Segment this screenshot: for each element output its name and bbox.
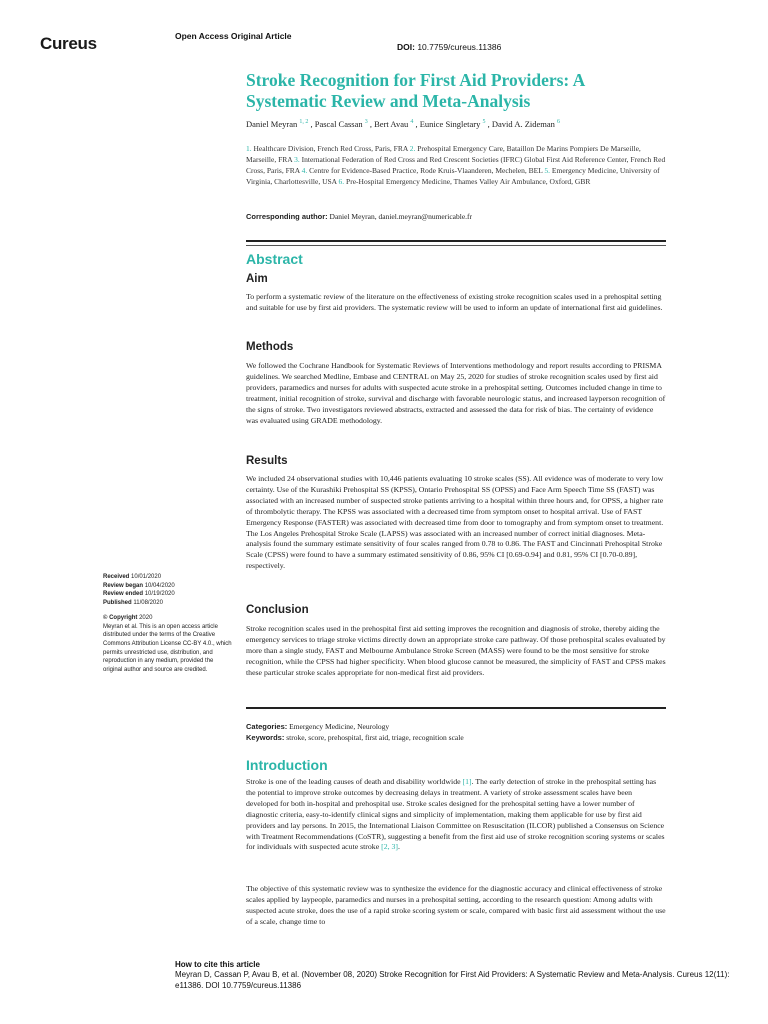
- author-affil-ref: 5: [482, 119, 486, 126]
- divider: [246, 240, 666, 242]
- copyright-year: 2020: [139, 614, 153, 621]
- article-history-sidebar: [103, 573, 233, 675]
- reference-link[interactable]: [2, 3]: [381, 842, 399, 852]
- published-date: [103, 599, 233, 608]
- reference-link[interactable]: [1]: [462, 777, 472, 786]
- copyright-label: © Copyright: [103, 614, 138, 621]
- review-began-value: 10/04/2020: [144, 582, 175, 589]
- affil-num: 5.: [544, 166, 551, 175]
- affil-text: Emergency Medicine, University of Virginia, Charlottesville, USA: [246, 166, 660, 186]
- categories-label: Categories:: [246, 722, 288, 731]
- author-name: David A. Zideman: [491, 119, 555, 129]
- review-began-label: Review began: [103, 582, 144, 589]
- author-name: Pascal Cassan: [314, 119, 363, 129]
- copyright: [103, 614, 233, 623]
- introduction-heading: Introduction: [246, 757, 328, 773]
- citation-text: Meyran D, Cassan P, Avau B, et al. (November 08, 2020) Stroke Recognition for First Aid Providers: A Systematic Review and Meta-Analysis. Cureus 12(11): e11386. DOI 10.7759/cureus.11386: [175, 970, 730, 990]
- keywords-line: [246, 733, 666, 744]
- corresponding-contact[interactable]: Daniel Meyran, daniel.meyran@numericable.fr: [329, 212, 473, 221]
- intro-paragraph-1: [246, 777, 666, 853]
- intro-text: Stroke is one of the leading causes of death and disability worldwide: [246, 777, 463, 786]
- keywords-label: Keywords:: [246, 732, 285, 742]
- methods-text: We followed the Cochrane Handbook for Systematic Reviews of Interventions methodology and report results according to PRISMA guidelines. We searched Medline, Embase and CENTRAL on May 25, 2020 for studies of stroke recognition scales used by first aid providers, paramedics and nurses for adults with suspected acute stroke in a prehospital setting. Outcomes included change in time to treatment, initial recognition of stroke, survival and discharge with favorable neurologic status, and increased layperson recognition of the signs of stroke. Two investigators reviewed abstracts, extracted and assessed the data for risk of bias. The certainty of evidence was evaluated using GRADE methodology.: [246, 361, 666, 425]
- doi-label: DOI:: [397, 42, 415, 52]
- affiliations: [246, 143, 666, 187]
- affil-text: Centre for Evidence-Based Practice, Rode Kruis-Vlaanderen, Mechelen, BEL: [309, 166, 543, 175]
- review-ended-date: [103, 590, 233, 599]
- methods-heading: Methods: [246, 341, 294, 353]
- categories-value[interactable]: Emergency Medicine, Neurology: [289, 722, 390, 731]
- author-affil-ref: 3: [364, 119, 368, 126]
- abstract-heading: Abstract: [246, 251, 303, 267]
- categories-line: [246, 722, 666, 733]
- author[interactable]: [246, 119, 308, 129]
- author-name: Daniel Meyran: [246, 119, 298, 129]
- doi-value[interactable]: 10.7759/cureus.11386: [417, 42, 502, 52]
- results-heading: Results: [246, 455, 288, 467]
- categories-keywords: [246, 722, 666, 743]
- received-label: Received: [103, 574, 130, 580]
- author[interactable]: [315, 119, 368, 129]
- intro-paragraph-2: The objective of this systematic review was to synthesize the evidence for the diagnostic accuracy and clinical effectiveness of stroke scales applied by laypeople, paramedics and nurses in a prehospital setting, according to the research question: Among adults with suspected acute stroke, does the use of a rapid stroke scoring system or scale, compared with basic first aid assessment without the use of a scale, change time to: [246, 884, 666, 926]
- author-list: Daniel Meyran $^{1, 2}$ , Pascal Cassan $^3$ , Bert Avau $^4$ , Eunice Singletary $^5$ , David A. Zideman $^6$: [246, 119, 561, 129]
- doi[interactable]: [397, 42, 501, 52]
- corresponding-author: [246, 212, 666, 221]
- affil-text: International Federation of Red Cross and Red Crescent Societies (IFRC) Global First Aid Reference Center, French Red Cross, Paris, FRA: [246, 155, 666, 175]
- received-date: [103, 573, 233, 582]
- journal-logo[interactable]: Cureus: [40, 34, 97, 53]
- divider: [246, 245, 666, 246]
- corresponding-label: Corresponding author:: [246, 212, 328, 221]
- affil-text: Prehospital Emergency Care, Bataillon De Marins Pompiers De Marseille, Marseille, FRA: [246, 144, 641, 164]
- article-title: Stroke Recognition for First Aid Providers: A Systematic Review and Meta-Analysis: [246, 70, 585, 111]
- author-affil-ref: 1, 2: [299, 119, 309, 126]
- author-affil-ref: 4: [410, 119, 414, 126]
- aim-text: To perform a systematic review of the literature on the effectiveness of existing stroke recognition scales used in a prehospital setting and suitable for use by first aid providers. The systematic review will be used to inform an update of international first aid guidelines.: [246, 292, 663, 312]
- affil-text: Healthcare Division, French Red Cross, Paris, FRA: [253, 144, 408, 153]
- review-ended-value: 10/19/2020: [144, 591, 175, 598]
- affil-text: Pre-Hospital Emergency Medicine, Thames Valley Air Ambulance, Oxford, GBR: [346, 177, 591, 186]
- results-text: We included 24 observational studies with 10,446 patients evaluating 10 stroke scales (SS). All evidence was of moderate to very low certainty. Use of the Kurashiki Prehospital SS (KPSS), Ontario Prehospital SS (OPSS) and Face Arm Speech Time SS (FAST) was associated with an increased number of suspected stroke patients arriving to a hospital within three hours and, for OPSS, a higher rate of thrombolytic therapy. The KPSS was associated with a decreased time from symptom onset to hospital arrival. Use of FAST Emergency Response (FASTER) was associated with decreased time from door to tomography and from symptom onset to treatment. The Los Angeles Prehospital Stroke Scale (LAPSS) was associated with an increased number of correct initial diagnoses. Meta-analysis found the summary estimate sensitivity of four scales ranged from 0.78 to 0.86. The FAST and Cincinnati Prehospital Stroke Scale (CPSS) were found to have a summary estimated sensitivity of 0.86, 95% CI [0.69-0.94] and 0.81, 95% CI [0.70-0.89], respectively.: [246, 474, 664, 571]
- divider: [246, 707, 666, 709]
- keywords-value: stroke, score, prehospital, first aid, triage, recognition scale: [286, 732, 464, 742]
- affil-num: 4.: [301, 166, 308, 175]
- author-affil-ref: 6: [557, 119, 561, 126]
- author-name: Bert Avau: [374, 119, 409, 129]
- author[interactable]: [420, 119, 486, 129]
- affil-num: 1.: [246, 144, 252, 153]
- published-value: 11/08/2020: [133, 600, 163, 607]
- published-label: Published: [103, 600, 132, 607]
- intro-text: . The early detection of stroke in the prehospital setting has the potential to improve stroke outcomes by decreasing delays in treatment. A variety of stroke assessment scales have been developed for both in-hospital and prehospital use. Stroke scales designed for the prehospital setting have a lower number of diagnostic criteria, easy-to-identify clinical signs and simplicity of implementation, making them applicable for use by first aid providers and lay persons. In 2015, the International Liaison Committee on Resuscitation (ILCOR) published a Consensus on Science with Treatment Recommendations (CoSTR), suggesting a benefit from the first aid use of stroke recognition scoring systems or scales for individuals with suspected acute stroke: [246, 777, 665, 852]
- review-ended-label: Review ended: [103, 591, 144, 598]
- author[interactable]: [374, 119, 413, 129]
- intro-text: .: [398, 842, 400, 852]
- conclusion-text: Stroke recognition scales used in the prehospital first aid setting improves the recognition and diagnosis of stroke, thereby aiding the emergency services to triage stroke victims directly down an appropriate stroke care pathway. Of those prehospital scales evaluated by more than a single study, FAST and Melbourne Ambulance Stroke Screen (MASS) were found to be the most sensitive for stroke recognition, while the CPSS had higher specificity. When blood glucose cannot be measured, the simplicity of FAST and CPSS makes these particular stroke scales appropriate for non-medical first aid providers.: [246, 624, 666, 677]
- affil-num: 3.: [294, 155, 300, 164]
- author-name: Eunice Singletary: [419, 119, 481, 129]
- affil-num: 6.: [338, 177, 345, 186]
- open-access-label: Open Access Original Article: [175, 31, 292, 41]
- author[interactable]: [492, 119, 560, 129]
- citation-heading: How to cite this article: [175, 960, 260, 969]
- received-value: 10/01/2020: [131, 574, 162, 580]
- conclusion-heading: Conclusion: [246, 604, 309, 616]
- affil-num: 2.: [409, 144, 416, 153]
- review-began-date: [103, 582, 233, 591]
- aim-heading: Aim: [246, 273, 268, 285]
- license-text: Meyran et al. This is an open access article distributed under the terms of the Creative Commons Attribution License CC-BY 4.0., which permits unrestricted use, distribution, and reproduction in any medium, provided the original author and source are credited.: [103, 623, 232, 674]
